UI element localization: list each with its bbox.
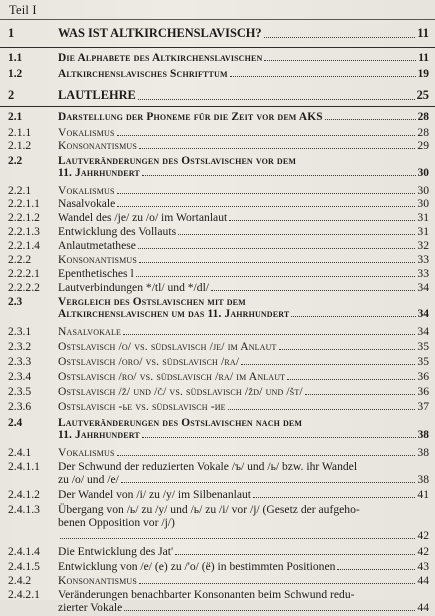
entry-page: 38 [417, 446, 429, 459]
entry-number: 2.2.1 [8, 184, 32, 197]
dot-leader [175, 554, 415, 555]
dot-leader [138, 248, 415, 249]
entry-number: 2.2.1.1 [8, 197, 40, 210]
entry-title: Lautveränderungen des Ostslavischen vor dem [58, 155, 297, 167]
entry-title: Vokalismus [58, 446, 115, 459]
dot-leader [253, 497, 415, 498]
entry-number: 1 [8, 26, 15, 40]
entry-page: 19 [417, 68, 429, 80]
entry-title: Ostslavisch /ro/ vs. südslavisch /ra/ im Anlaut [58, 370, 286, 383]
toc-entry[interactable] [0, 560, 435, 574]
entry-page: 30 [417, 167, 429, 179]
toc-entry[interactable] [0, 197, 435, 211]
dot-leader [139, 148, 415, 149]
entry-title: Übergang von /ь/ zu /y/ und /ь/ zu /i/ vor /j/ (Gesetz der aufgeho- [58, 503, 360, 516]
toc-entry[interactable] [0, 253, 435, 267]
entry-title: LAUTLEHRE [58, 88, 136, 102]
toc-entry[interactable] [0, 139, 435, 153]
entry-page: 36 [417, 370, 429, 383]
toc-entry[interactable] [0, 184, 435, 197]
entry-number: 2.4.1.4 [8, 545, 40, 558]
toc-entry[interactable] [0, 545, 435, 560]
toc-entry[interactable] [0, 126, 435, 139]
dot-leader [264, 37, 416, 38]
entry-title: Anlautmetathese [58, 239, 136, 252]
entry-title: Konsonantismus [58, 253, 137, 266]
dot-leader [139, 262, 415, 263]
entry-number: 2.3.5 [8, 385, 32, 398]
dot-leader [124, 610, 415, 611]
dot-leader [117, 206, 415, 207]
entry-page: 31 [417, 211, 429, 224]
entry-number: 1.1 [8, 52, 23, 64]
entry-page: 36 [417, 385, 429, 398]
entry-title: Ostslavisch -ье vs. südslavisch -ие [58, 400, 226, 413]
dot-leader [230, 76, 416, 77]
toc-entry[interactable] [0, 296, 435, 324]
entry-page: 38 [417, 429, 429, 441]
entry-title: Lautveränderungen des Ostslavischen nach dem [58, 417, 303, 429]
entry-number: 2.4 [8, 417, 23, 429]
entry-number: 2.3.3 [8, 355, 32, 368]
entry-page: 33 [417, 253, 429, 266]
entry-number: 2.1.1 [8, 126, 32, 139]
dot-leader [142, 437, 416, 438]
entry-number: 2.2.1.2 [8, 211, 40, 224]
toc-entry[interactable] [0, 26, 435, 48]
entry-title: WAS IST ALTKIRCHENSLAVISCH? [58, 26, 262, 40]
entry-title-cont: 11. Jahrhundert [58, 429, 140, 441]
entry-number: 2.4.2.1 [8, 588, 40, 601]
entry-number: 2.2.1.3 [8, 225, 40, 238]
table-of-contents [0, 26, 435, 616]
entry-page: 34 [417, 281, 429, 294]
entry-number: 2.3 [8, 296, 23, 308]
dot-leader [139, 583, 415, 584]
entry-page: 42 [417, 529, 429, 542]
entry-page: 11 [417, 26, 429, 40]
entry-page: 29 [417, 139, 429, 152]
dot-leader [178, 234, 415, 235]
dot-leader [117, 455, 416, 456]
entry-title: Wandel des /je/ zu /o/ im Wortanlaut [58, 211, 228, 224]
entry-title-cont: benen Opposition vor /j/) [58, 516, 175, 529]
entry-number: 2.2.2 [8, 253, 32, 266]
entry-page: 38 [417, 473, 429, 486]
entry-number: 2.3.4 [8, 370, 32, 383]
entry-title: Der Schwund der reduzierten Vokale /ъ/ und /ь/ bzw. ihr Wandel [58, 460, 358, 473]
dot-leader [211, 290, 415, 291]
entry-page: 31 [417, 225, 429, 238]
toc-entry[interactable] [0, 239, 435, 253]
toc-entry[interactable] [0, 460, 435, 488]
dot-leader [337, 569, 415, 570]
dot-leader [136, 276, 416, 277]
entry-page: 28 [417, 126, 429, 139]
toc-entry[interactable] [0, 574, 435, 588]
entry-page: 43 [417, 560, 429, 573]
entry-title: Konsonantismus [58, 139, 137, 152]
toc-entry[interactable] [0, 325, 435, 340]
entry-page: 35 [417, 355, 429, 368]
dot-leader [229, 220, 415, 221]
entry-page: 33 [417, 267, 429, 280]
dot-leader [138, 99, 415, 100]
entry-page: 35 [417, 340, 429, 353]
entry-title: Die Alphabete des Altkirchenslavischen [58, 52, 263, 64]
entry-title-cont: zierter Vokale [58, 601, 123, 614]
header-divider [0, 19, 435, 20]
entry-page: 34 [417, 325, 429, 338]
entry-title: Lautverbindungen */tl/ und */dl/ [58, 281, 210, 294]
toc-entry[interactable] [0, 52, 435, 68]
dot-leader [279, 349, 416, 350]
entry-number: 2.4.2 [8, 574, 32, 587]
toc-entry[interactable] [0, 211, 435, 225]
entry-number: 2.4.1.2 [8, 488, 40, 501]
entry-title: Entwicklung des Vollauts [58, 225, 177, 238]
entry-title: Altkirchenslavisches Schrifttum [58, 68, 228, 80]
dot-leader [241, 364, 415, 365]
entry-page: 11 [418, 52, 429, 64]
toc-entry[interactable] [0, 88, 435, 107]
entry-title: Entwicklung von /e/ (e) zu /'o/ (ё) in bestimmten Positionen [58, 560, 336, 573]
dot-leader [287, 379, 415, 380]
dot-leader [60, 538, 415, 539]
entry-title-cont: Altkirchenslavischen um das 11. Jahrhundert [58, 308, 290, 320]
entry-page: 34 [417, 308, 429, 320]
entry-title: Nasalvokale [58, 197, 116, 210]
toc-entry[interactable] [0, 503, 435, 545]
toc-entry[interactable] [0, 370, 435, 385]
entry-number: 2.3.2 [8, 340, 32, 353]
toc-entry[interactable] [0, 267, 435, 281]
entry-page: 28 [417, 111, 429, 123]
dot-leader [117, 193, 416, 194]
entry-page: 42 [417, 545, 429, 558]
entry-title-cont: 11. Jahrhundert [58, 167, 140, 179]
entry-title: Ostslavisch /ž/ und /č/ vs. südslavisch /žd/ und /št/ [58, 385, 303, 398]
entry-title: Nasalvokale [58, 325, 122, 338]
entry-number: 2.1 [8, 111, 23, 123]
part-header: Teil I [9, 3, 37, 17]
toc-entry[interactable] [0, 111, 435, 126]
entry-page: 44 [417, 574, 429, 587]
entry-number: 2.1.2 [8, 139, 32, 152]
entry-page: 25 [416, 88, 429, 102]
entry-page: 30 [417, 184, 429, 197]
entry-page: 32 [417, 239, 429, 252]
entry-number: 2.4.1.3 [8, 503, 40, 516]
toc-entry[interactable] [0, 225, 435, 239]
entry-page: 37 [417, 400, 429, 413]
entry-number: 1.2 [8, 68, 23, 80]
entry-title: Ostslavisch /oro/ vs. südslavisch /ra/ [58, 355, 240, 368]
entry-title: Vokalismus [58, 184, 115, 197]
entry-number: 2.4.1.1 [8, 460, 40, 473]
entry-title: Die Entwicklung des Jat' [58, 545, 174, 558]
entry-title: Konsonantismus [58, 574, 137, 587]
dot-leader [325, 119, 416, 120]
toc-entry[interactable] [0, 488, 435, 503]
toc-entry[interactable] [0, 340, 435, 355]
entry-title-cont: zu /o/ und /e/ [58, 473, 119, 486]
dot-leader [305, 394, 416, 395]
entry-title: Epenthetisches l [58, 267, 134, 280]
dot-leader [121, 482, 416, 483]
entry-number: 2.4.1.5 [8, 560, 40, 573]
dot-leader [142, 175, 416, 176]
toc-entry[interactable] [0, 385, 435, 400]
toc-entry[interactable] [0, 155, 435, 183]
entry-number: 2.2.2.1 [8, 267, 40, 280]
entry-number: 2.4.1 [8, 446, 32, 459]
entry-number: 2.2.2.2 [8, 281, 40, 294]
entry-title: Vokalismus [58, 126, 115, 139]
toc-entry[interactable] [0, 281, 435, 294]
dot-leader [117, 135, 416, 136]
toc-entry[interactable] [0, 588, 435, 616]
toc-entry[interactable] [0, 400, 435, 415]
entry-page: 44 [417, 601, 429, 614]
entry-title: Der Wandel von /i/ zu /y/ im Silbenanlaut [58, 488, 252, 501]
entry-number: 2.3.6 [8, 400, 32, 413]
dot-leader [123, 334, 415, 335]
entry-number: 2.3.1 [8, 325, 32, 338]
entry-page: 41 [417, 488, 429, 501]
entry-title: Darstellung der Phoneme für die Zeit vor dem AKS [58, 111, 323, 123]
entry-number: 2.2 [8, 155, 23, 167]
entry-title: Ostslavisch /o/ vs. südslavisch /je/ im Anlaut [58, 340, 277, 353]
entry-title: Veränderungen benachbarter Konsonanten beim Schwund redu- [58, 588, 355, 601]
entry-title: Vergleich des Ostslavischen mit dem [58, 296, 246, 308]
toc-entry[interactable] [0, 355, 435, 370]
toc-entry[interactable] [0, 68, 435, 88]
dot-leader [228, 409, 416, 410]
entry-page: 30 [417, 197, 429, 210]
entry-number: 2.2.1.4 [8, 239, 40, 252]
toc-entry[interactable] [0, 417, 435, 445]
entry-number: 2 [8, 88, 15, 102]
toc-entry[interactable] [0, 446, 435, 460]
dot-leader [291, 316, 415, 317]
dot-leader [264, 60, 416, 61]
